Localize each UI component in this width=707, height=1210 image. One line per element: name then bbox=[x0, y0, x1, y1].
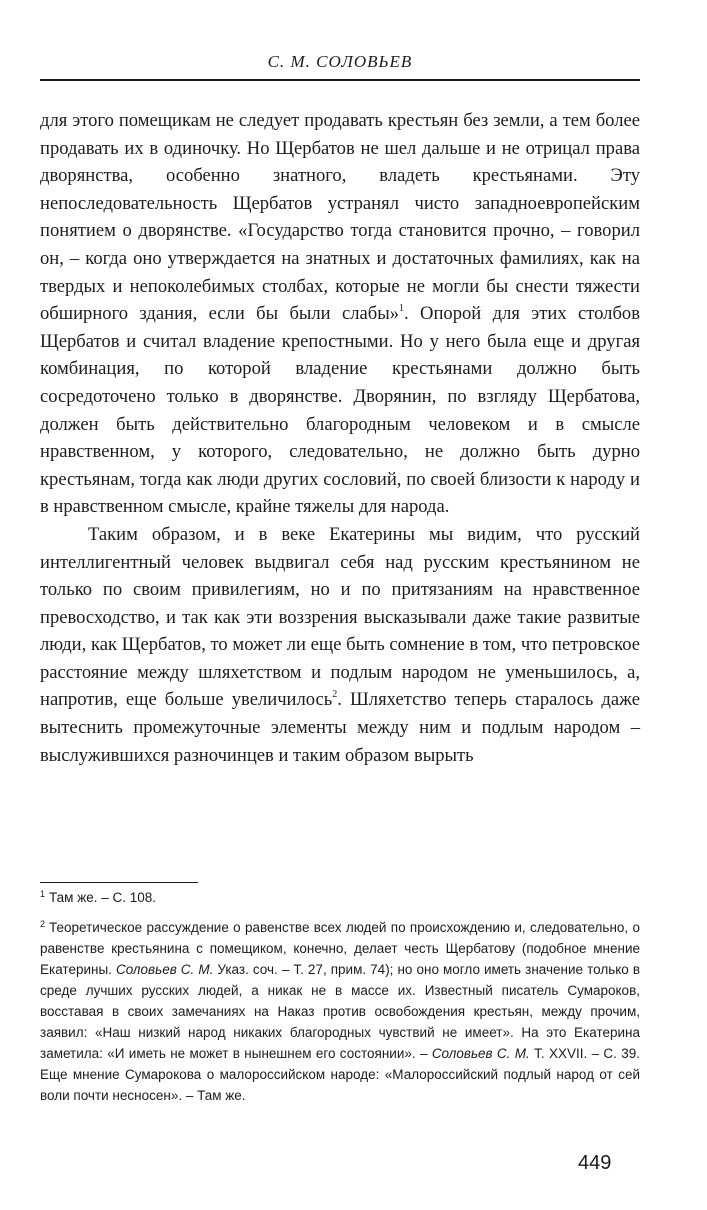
footnote-2-number: 2 bbox=[40, 919, 46, 929]
running-header: С. М. СОЛОВЬЕВ bbox=[267, 52, 413, 71]
footnote-1 bbox=[40, 887, 640, 908]
footnote-2-text-part-1: Теоретическое рассуждение о равенстве всех людей по происхождению и, следовательно, о равенстве крестьянина с помещиком, конечно, делает честь Щербатову (подобное мнение Екатерины. bbox=[40, 920, 640, 977]
paragraph-1-text-continued: . Опорой для этих столбов Щербатов и считал владение крепостными. Но у него была еще и другая комбинация, по которой владение крестьянами должно быть сосредоточено только в дворянстве. Дворянин, по взгляду Щербатова, должен быть действительно благородным человеком и в смысле нравственном, у которого, следовательно, не должно быть дурно крестьянам, тогда как люди других сословий, по своей близости к народу и в нравственном смысле, крайне тяжелы для народа. bbox=[40, 303, 640, 518]
paragraph-2-text: Таким образом, и в веке Екатерины мы видим, что русский интеллигентный человек выдвигал себя над русским крестьянином не только по своим привилегиям, но и по притязаниям на нравственное превосходство, и так как эти воззрения высказывали даже такие развитые люди, как Щербатов, то может ли еще быть сомнение в том, что петровское расстояние между шляхетством и подлым народом не уменьшилось, а, напротив, еще больше увеличилось bbox=[40, 523, 640, 711]
paragraph-1 bbox=[40, 107, 640, 521]
footnote-2-author-2: Соловьев С. М. bbox=[431, 1046, 530, 1061]
page-number: 449 bbox=[578, 1152, 612, 1174]
footnote-divider bbox=[40, 882, 198, 883]
paragraph-2-text-continued: . Шляхетство теперь старалось даже вытеснить промежуточные элементы между ним и подлым народом – выслужившихся разночинцев и таким образом вырыть bbox=[40, 689, 640, 766]
main-text bbox=[40, 107, 640, 769]
footnote-ref-2[interactable]: 2 bbox=[332, 689, 338, 701]
footnote-ref-1[interactable]: 1 bbox=[399, 303, 405, 315]
footnote-2-text-part-3: Т. XXVII. – С. 39. Еще мнение Сумарокова о малороссийском народе: «Малороссийский подлый народ от сей воли почти несносен». – Там же. bbox=[40, 1046, 641, 1103]
footnote-2 bbox=[40, 917, 640, 1106]
footnote-2-text-part-2: Указ. соч. – Т. 27, прим. 74); но оно могло иметь значение только в среде лучших русских людей, а никак не в массе их. Известный писатель Сумароков, восставая в своих замечаниях на Наказ против освобождения крестьян, между прочим, заявил: «Наш низкий народ никаких благородных чувствий не имеет». На это Екатерина заметила: «И иметь не может в нынешнем его состоянии». – bbox=[40, 962, 641, 1061]
footnote-1-number: 1 bbox=[40, 889, 46, 899]
footnotes bbox=[40, 887, 640, 1106]
paragraph-1-text: для этого помещикам не следует продавать крестьян без земли, а тем более продавать их в одиночку. Но Щербатов не шел дальше и не отрицал права дворянства, особенно знатного, владеть крестьянами. Эту непоследовательность Щербатов устранял чисто западноевропейским понятием о дворянстве. «Государство тогда становится прочно, – говорил он, – когда оно утверждается на знатных и достаточных фамилиях, как на твердых и непоколебимых столбах, которые не могли бы снести тяжести обширного здания, если бы были слабы» bbox=[40, 110, 640, 325]
paragraph-2 bbox=[40, 521, 640, 769]
footnote-2-author-1: Соловьев С. М. bbox=[115, 962, 214, 977]
footnote-1-text: Там же. – С. 108. bbox=[49, 890, 157, 905]
header-divider bbox=[40, 79, 640, 81]
